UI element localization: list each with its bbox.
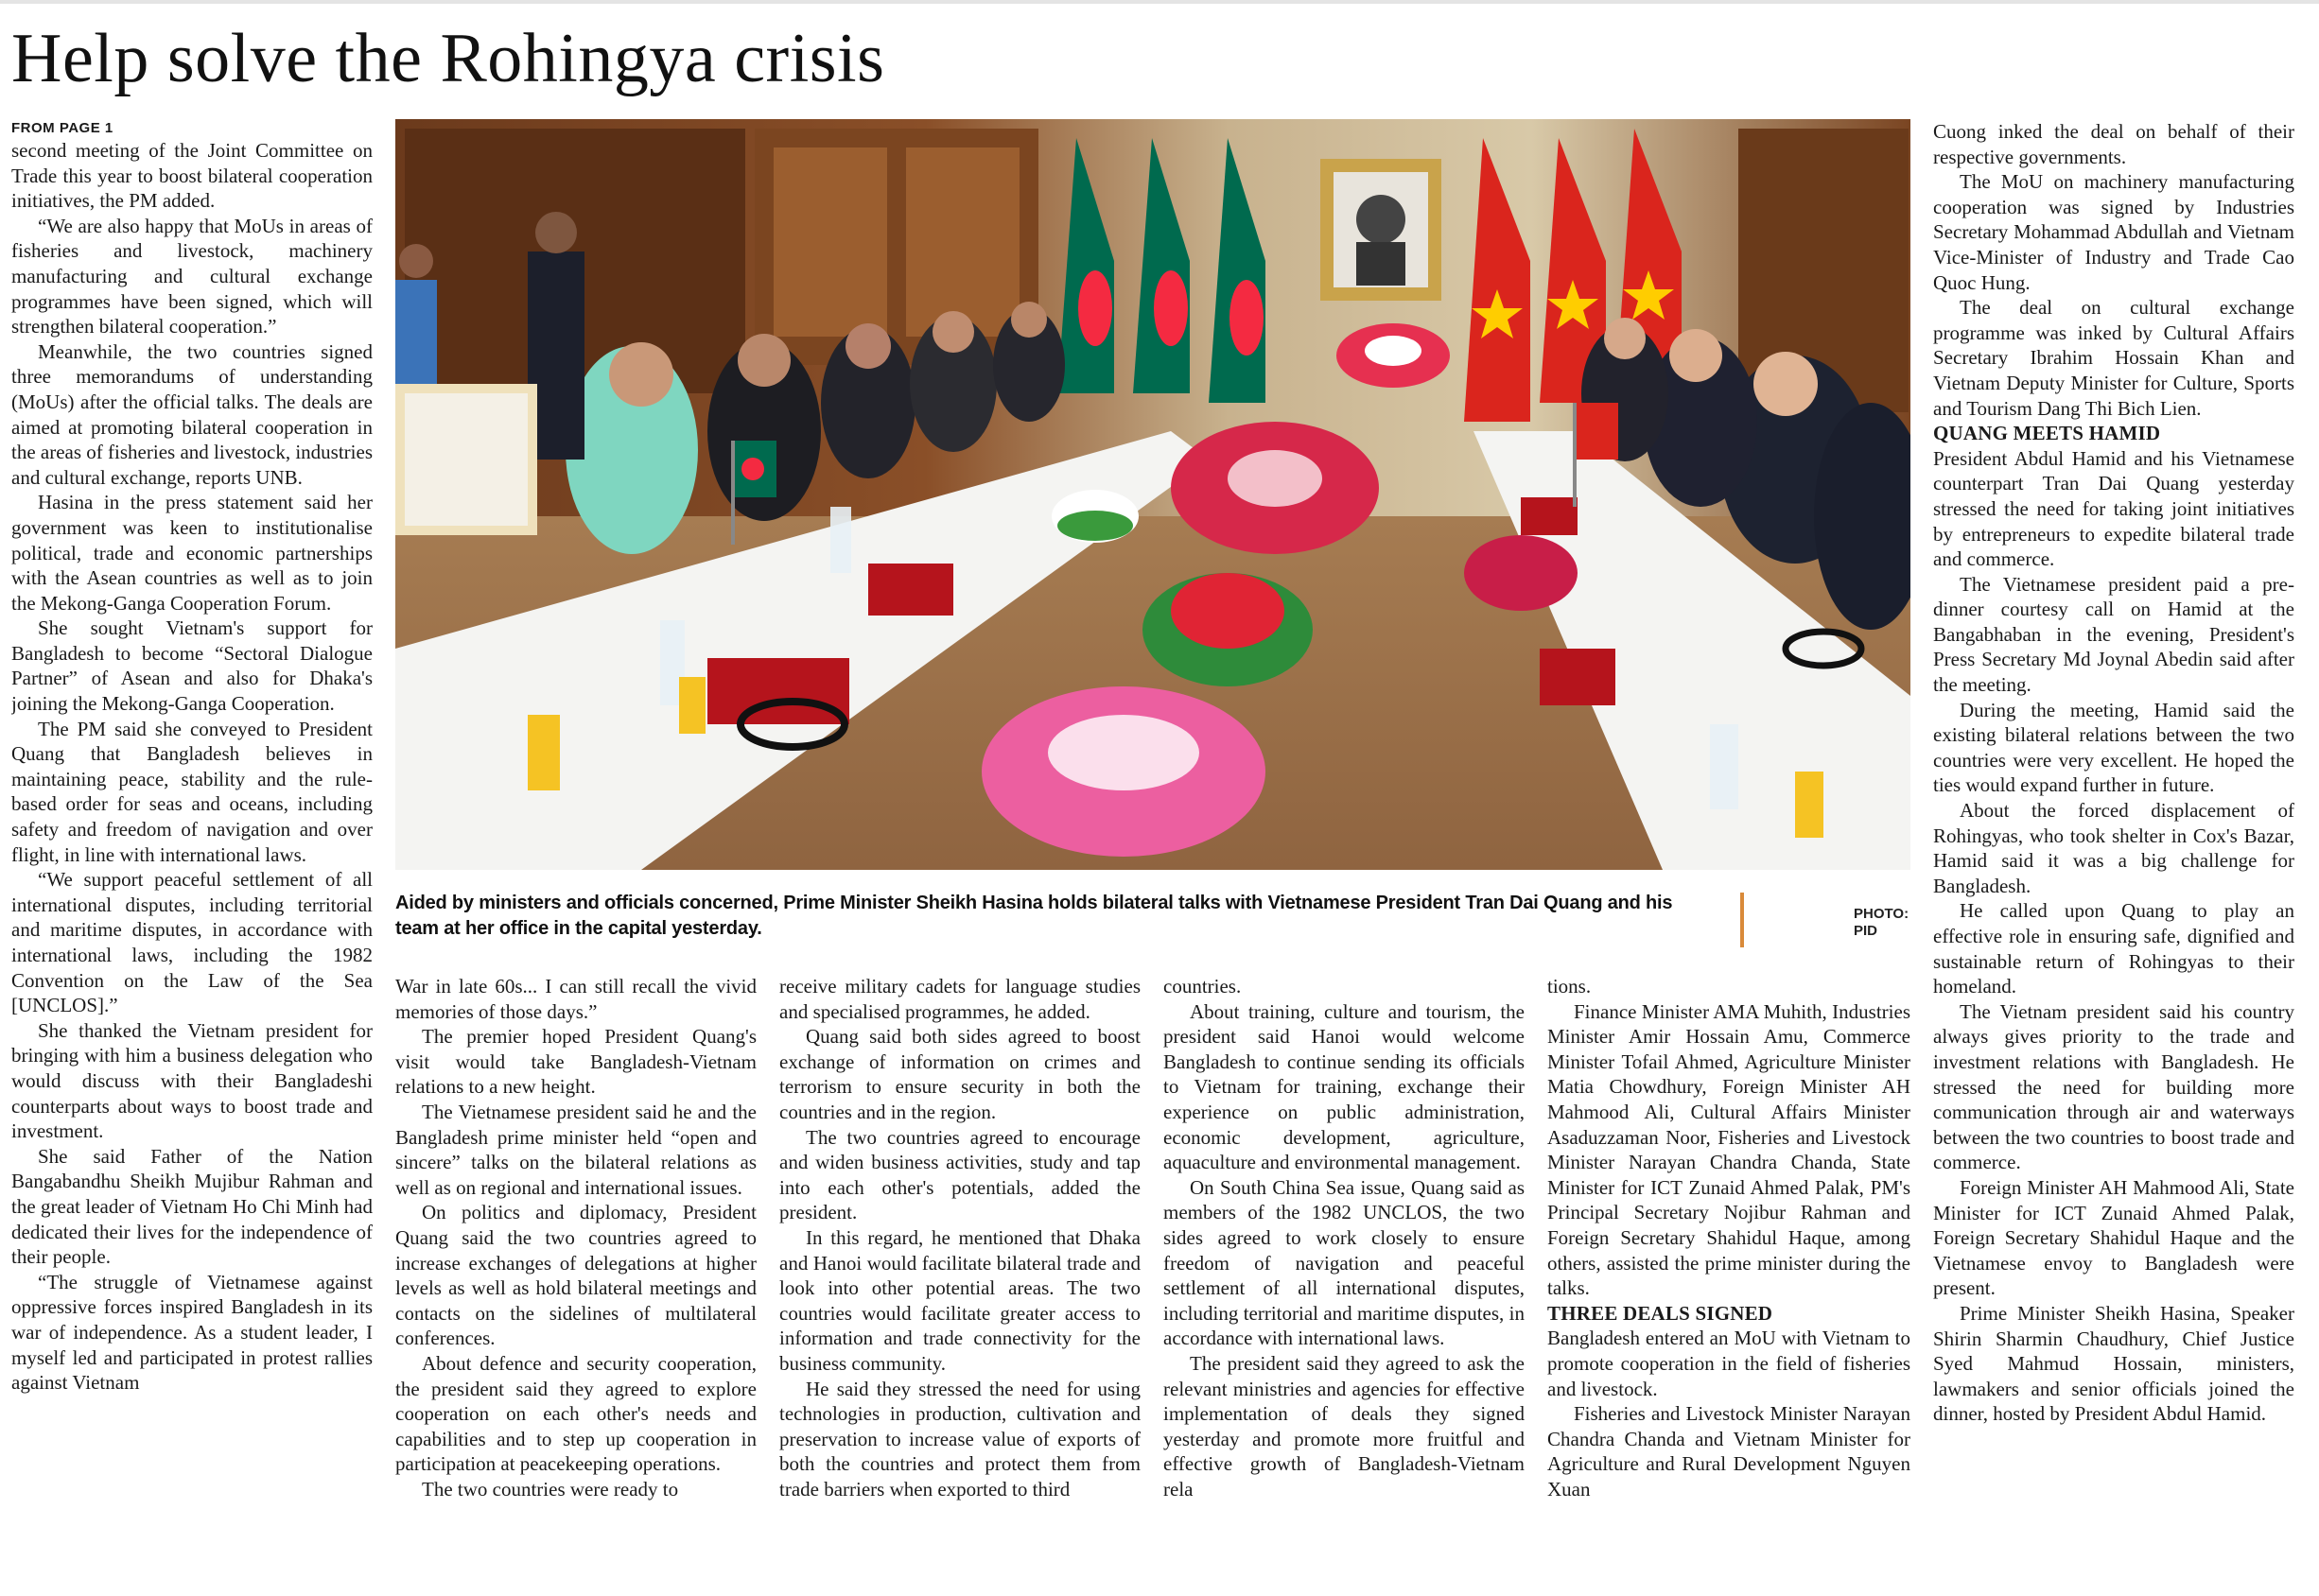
article-paragraph: About the forced displacement of Rohingyas, who took shelter in Cox's Bazar, Hamid said it was a big challenge for Bangladesh. (1933, 799, 2294, 897)
article-paragraph: The MoU on machinery manufacturing cooperation was signed by Industries Secretary Mohammad Abdullah and Vietnam Vice-Minister of Industry and Trade Cao Quoc Hung. (1933, 170, 2294, 294)
article-paragraph: The two countries agreed to encourage and widen business activities, study and tap into each other's potentials, added the president. (779, 1125, 1141, 1224)
article-paragraph: “We support peaceful settlement of all international disputes, including territorial and maritime disputes, in accordance with international laws, including the 1982 Convention on the Law of the Sea [UNCLOS].” (11, 868, 373, 1017)
article-paragraph: The president said they agreed to ask the relevant ministries and agencies for effective implementation of deals they signed yesterday and promote more fruitful and effective growth of Bangladesh-Vietnam rela (1163, 1351, 1525, 1501)
article-paragraph: The PM said she conveyed to President Quang that Bangladesh believes in maintaining peace, stability and the rule-based order for seas and oceans, including safety and freedom of navigation and over flight, in line with international laws. (11, 717, 373, 866)
article-paragraph: receive military cadets for language studies and specialised programmes, he added. (779, 975, 1141, 1023)
article-paragraph: Cuong inked the deal on behalf of their respective governments. (1933, 120, 2294, 168)
article-paragraph: About training, culture and tourism, the president said Hanoi would welcome Bangladesh to continue sending its officials to Vietnam for training, exchange their experience on public administration, economic development, agriculture, aquaculture and environmental management. (1163, 999, 1525, 1174)
article-column-4 (1163, 974, 1525, 1587)
article-paragraph: Quang said both sides agreed to boost exchange of information on crimes and terrorism to ensure security in both the countries and in the region. (779, 1025, 1141, 1123)
article-paragraph: tions. (1547, 975, 1592, 998)
subheading: QUANG MEETS HAMID (1933, 422, 2161, 445)
article-paragraph: She sought Vietnam's support for Bangladesh to become “Sectoral Dialogue Partner” of Asean and also for Dhaka's joining the Mekong-Ganga Cooperation. (11, 616, 373, 716)
article-paragraph: War in late 60s... I can still recall the vivid memories of those days.” (395, 975, 757, 1023)
article-paragraph: On South China Sea issue, Quang said as members of the 1982 UNCLOS, the two sides agreed to work closely to ensure freedom of navigation and peaceful settlement of all international disputes, including territorial and maritime disputes, in accordance with international laws. (1163, 1175, 1525, 1350)
bilateral-talks-photo (395, 119, 1910, 870)
article-paragraph: The premier hoped President Quang's visit would take Bangladesh-Vietnam relations to a new height. (395, 1025, 757, 1099)
article-paragraph: The deal on cultural exchange programme was inked by Cultural Affairs Secretary Ibrahim Hossain Khan and Vietnam Deputy Minister for Culture, Sports and Tourism Dang Thi Bich Lien. (1933, 296, 2294, 420)
article-paragraph: Fisheries and Livestock Minister Narayan Chandra Chanda and Vietnam Minister for Agriculture and Rural Development Nguyen Xuan (1547, 1402, 1910, 1501)
subheading: THREE DEALS SIGNED (1547, 1301, 1773, 1325)
article-paragraph: Bangladesh entered an MoU with Vietnam to promote cooperation in the field of fisheries and livestock. (1547, 1327, 1910, 1400)
article-paragraph: He said they stressed the need for using technologies in production, cultivation and preservation to increase value of exports of both the countries and protect them from trade barriers when exported to third (779, 1377, 1141, 1501)
caption-rule (1740, 893, 1744, 947)
article-paragraph: Finance Minister AMA Muhith, Industries Minister Amir Hossain Amu, Commerce Minister Tofail Ahmed, Agriculture Minister Matia Chowdhury, Foreign Minister AH Mahmood Ali, Cultural Affairs Minister Asaduzzaman Noor, Fisheries and Livestock Minister Narayan Chandra Chanda, State Minister for ICT Zunaid Ahmed Palak, PM's Principal Secretary Nojibur Rahman and Foreign Secretary Shahidul Haque, among others, assisted the prime minister during the talks. (1547, 999, 1910, 1300)
article-paragraph: In this regard, he mentioned that Dhaka and Hanoi would facilitate bilateral trade and look into other potential areas. The two countries would facilitate greater access to information and trade connectivity for the business community. (779, 1225, 1141, 1375)
article-column-2 (395, 974, 757, 1587)
article-column-3 (779, 974, 1141, 1587)
article-paragraph: On politics and diplomacy, President Quang said the two countries agreed to increase exchanges of delegations at higher levels as well as hold bilateral meetings and contacts on the sidelines of multilateral conferences. (395, 1201, 757, 1350)
article-paragraph: She said Father of the Nation Bangabandhu Sheikh Mujibur Rahman and the great leader of Vietnam Ho Chi Minh had dedicated their lives for the independence of their people. (11, 1144, 373, 1269)
article-paragraph: countries. (1163, 975, 1242, 998)
article-paragraph: Hasina in the press statement said her government was keen to institutionalise political, trade and economic partnerships with the Asean countries as well as to join the Mekong-Ganga Cooperation Forum. (11, 491, 373, 615)
top-rule (0, 0, 2319, 4)
headline: Help solve the Rohingya crisis (11, 20, 885, 97)
article-column-5 (1547, 974, 1910, 1587)
article-paragraph: “The struggle of Vietnamese against oppressive forces inspired Bangladesh in its war of independence. As a student leader, I myself led and participated in protest rallies against Vietnam (11, 1270, 373, 1395)
article-paragraph: second meeting of the Joint Committee on Trade this year to boost bilateral cooperation initiatives, the PM added. (11, 139, 373, 213)
photo-caption: Aided by ministers and officials concerned, Prime Minister Sheikh Hasina holds bilateral talks with Vietnamese President Tran Dai Quang and his team at her office in the capital yesterday. (395, 893, 1673, 939)
article-paragraph: The two countries were ready to (422, 1477, 679, 1501)
article-paragraph: Foreign Minister AH Mahmood Ali, State Minister for ICT Zunaid Ahmed Palak, Foreign Secretary Shahidul Haque and the Vietnamese envoy to Bangladesh were present. (1933, 1175, 2294, 1300)
article-paragraph: “We are also happy that MoUs in areas of fisheries and livestock, machinery manufacturing and cultural exchange programmes have been signed, which will strengthen bilateral cooperation.” (11, 214, 373, 338)
article-column-1 (11, 119, 373, 1585)
article-paragraph: She thanked the Vietnam president for bringing with him a business delegation who would discuss with their Bangladeshi counterparts about ways to boost trade and investment. (11, 1018, 373, 1143)
article-paragraph: The Vietnamese president paid a pre-dinner courtesy call on Hamid at the Bangabhaban in the evening, President's Press Secretary Md Joynal Abedin said after the meeting. (1933, 572, 2294, 697)
article-paragraph: President Abdul Hamid and his Vietnamese counterpart Tran Dai Quang yesterday stressed the need for taking joint initiatives by entrepreneurs to expedite bilateral trade and commerce. (1933, 446, 2294, 571)
article-paragraph: During the meeting, Hamid said the existing bilateral relations between the two countries were very excellent. He hoped the ties would expand further in future. (1933, 698, 2294, 797)
article-paragraph: Meanwhile, the two countries signed three memorandums of understanding (MoUs) after the official talks. The deals are aimed at promoting bilateral cooperation in the areas of fisheries and livestock, industries and cultural exchange, reports UNB. (11, 339, 373, 489)
article-paragraph: About defence and security cooperation, the president said they agreed to explore cooperation on each other's needs and capabilities and to step up cooperation in participation at peacekeeping operations. (395, 1351, 757, 1476)
article-paragraph: Prime Minister Sheikh Hasina, Speaker Shirin Sharmin Chaudhury, Chief Justice Syed Mahmud Hossain, ministers, lawmakers and senior officials joined the dinner, hosted by President Abdul Hamid. (1933, 1301, 2294, 1426)
photo-credit-source: PID (1854, 923, 1878, 939)
article-column-6 (1933, 119, 2294, 1587)
news-photo (395, 119, 1910, 870)
article-paragraph: The Vietnamese president said he and the Bangladesh prime minister held “open and sincere” talks on the bilateral relations as well as on regional and international issues. (395, 1100, 757, 1199)
photo-credit (1854, 906, 1909, 940)
article-paragraph: The Vietnam president said his country always gives priority to the trade and investment relations with Bangladesh. He stressed the need for building more communication through air and waterways between the two countries to boost trade and commerce. (1933, 999, 2294, 1174)
photo-credit-label: PHOTO: (1854, 906, 1909, 922)
from-page-label: FROM PAGE 1 (11, 120, 113, 136)
article-paragraph: He called upon Quang to play an effective role in ensuring safe, dignified and sustainable return of Rohingyas to their homeland. (1933, 899, 2294, 998)
